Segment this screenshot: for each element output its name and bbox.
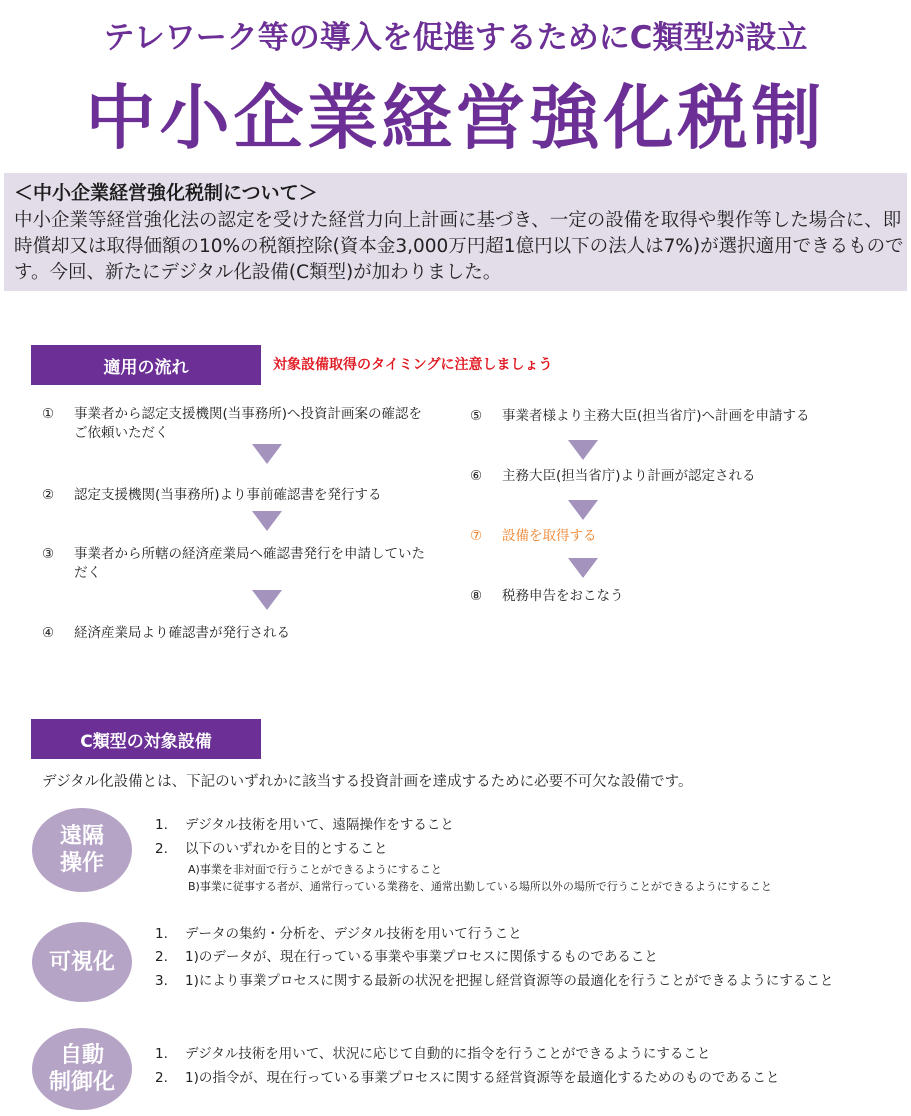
list-item bbox=[155, 840, 895, 859]
down-arrow-icon bbox=[252, 511, 282, 531]
item-number: 2. bbox=[155, 841, 168, 857]
step-number: ⑥ bbox=[470, 468, 483, 484]
ctype-intro: デジタル化設備とは、下記のいずれかに該当する投資計画を達成するために必要不可欠な設備です。 bbox=[42, 774, 693, 790]
down-arrow-icon bbox=[568, 440, 598, 460]
list-item bbox=[155, 925, 900, 944]
step-text: 経済産業局より確認書が発行される bbox=[74, 625, 290, 641]
item-number: 2. bbox=[155, 949, 168, 965]
item-number: 1. bbox=[155, 926, 168, 942]
category-name-line: 可視化 bbox=[48, 949, 115, 975]
flow-step bbox=[470, 467, 900, 486]
page-title: 中小企業経営強化税制 bbox=[85, 77, 826, 159]
step-text: 主務大臣(担当省庁)より計画が認定される bbox=[502, 468, 756, 484]
list-item bbox=[155, 1045, 900, 1064]
list-item bbox=[155, 816, 895, 835]
item-text: 1)の指令が、現在行っている事業プロセスに関する経営資源等を最適化するためのものであること bbox=[185, 1070, 780, 1086]
category-remote-badge bbox=[32, 808, 132, 892]
step-text: 事業者様より主務大臣(担当省庁)へ計画を申請する bbox=[502, 408, 810, 424]
category-autocontrol-badge bbox=[32, 1028, 132, 1110]
item-number: 1. bbox=[155, 1046, 168, 1062]
item-number: 1. bbox=[155, 817, 168, 833]
flow-caution-note: 対象設備取得のタイミングに注意しましょう bbox=[273, 357, 553, 373]
category-visualization-badge bbox=[32, 922, 132, 1002]
item-number: 3. bbox=[155, 973, 168, 989]
step-text: 設備を取得する bbox=[502, 528, 597, 544]
step-number: ⑧ bbox=[470, 588, 483, 604]
about-text: 中小企業等経営強化法の認定を受けた経営力向上計画に基づき、一定の設備を取得や製作等した場合に、即時償却又は取得価額の10%の税額控除(資本金3,000万円超1億円以下の法人は7%)が選択適用できるものです。今回、新たにデジタル化設備(C類型)が加わりました。 bbox=[14, 210, 904, 283]
step-number: ③ bbox=[42, 546, 55, 562]
flow-step bbox=[470, 407, 900, 426]
step-text: 事業者から認定支援機関(当事務所)へ投資計画案の確認をご依頼いただく bbox=[74, 406, 423, 441]
flow-section-label: 適用の流れ bbox=[31, 345, 261, 385]
category-name-line: 操作 bbox=[59, 851, 104, 876]
item-text: 1)のデータが、現在行っている事業や事業プロセスに関係するものであること bbox=[185, 949, 658, 965]
item-text: データの集約・分析を、デジタル技術を用いて行うこと bbox=[185, 926, 522, 942]
down-arrow-icon bbox=[568, 558, 598, 578]
sub-item: A)事業を非対面で行うことができるようにすること bbox=[188, 863, 442, 876]
down-arrow-icon bbox=[252, 590, 282, 610]
flow-step-highlight bbox=[470, 527, 900, 546]
step-number: ⑤ bbox=[470, 408, 483, 424]
category-name-line: 遠隔 bbox=[59, 824, 104, 849]
step-number: ② bbox=[42, 487, 55, 503]
step-number: ① bbox=[42, 406, 55, 422]
sub-item: B)事業に従事する者が、通常行っている業務を、通常出勤している場所以外の場所で行うことができるようにすること bbox=[188, 880, 772, 893]
category-name-line: 自動 bbox=[59, 1043, 104, 1068]
step-number: ⑦ bbox=[470, 528, 483, 544]
item-text: デジタル技術を用いて、状況に応じて自動的に指令を行うことができるようにすること bbox=[185, 1046, 711, 1062]
item-text: 以下のいずれかを目的とすること bbox=[185, 841, 388, 857]
flow-step bbox=[42, 624, 432, 643]
flow-step bbox=[42, 405, 432, 443]
category-name-line: 制御化 bbox=[48, 1070, 115, 1095]
item-number: 2. bbox=[155, 1070, 168, 1086]
list-item bbox=[155, 1069, 900, 1088]
item-text: 1)により事業プロセスに関する最新の状況を把握し経営資源等の最適化を行うことができるようにすること bbox=[185, 973, 834, 989]
about-heading: ＜中小企業経営強化税制について＞ bbox=[14, 182, 318, 204]
flow-step bbox=[470, 587, 900, 606]
list-item bbox=[155, 972, 905, 991]
step-number: ④ bbox=[42, 625, 55, 641]
ctype-section-label: C類型の対象設備 bbox=[31, 719, 261, 759]
item-text: デジタル技術を用いて、遠隔操作をすること bbox=[185, 817, 454, 833]
down-arrow-icon bbox=[568, 500, 598, 520]
step-text: 認定支援機関(当事務所)より事前確認書を発行する bbox=[74, 487, 382, 503]
flow-step bbox=[42, 545, 432, 583]
step-text: 事業者から所轄の経済産業局へ確認書発行を申請していただく bbox=[74, 546, 425, 581]
flow-step bbox=[42, 486, 432, 505]
list-item bbox=[155, 948, 900, 967]
page-subtitle: テレワーク等の導入を促進するためにC類型が設立 bbox=[103, 20, 808, 56]
down-arrow-icon bbox=[252, 444, 282, 464]
step-text: 税務申告をおこなう bbox=[502, 588, 624, 604]
